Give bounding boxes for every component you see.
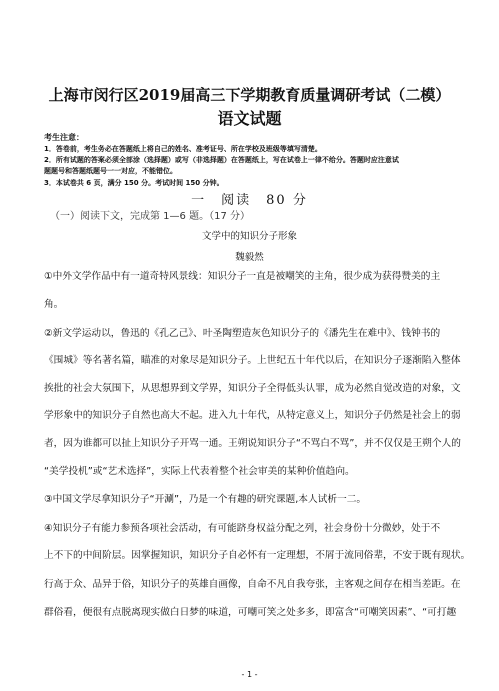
article-line: 上不下的中间阶层。因掌握知识，知识分子自必怀有一定理想，不屑于流同俗辈，不安于既有现状。 bbox=[44, 550, 471, 561]
exam-title: 上海市闵行区2019届高三下学期教育质量调研考试（二模） bbox=[48, 86, 451, 104]
article-line: 行高于众、品异于俗，知识分子的英雄自画像，自命不凡自我夸张，主客观之间存在相当差距。在 bbox=[44, 579, 461, 590]
article-line: ③中国文学尽拿知识分子“开涮”，乃是一个有趣的研究课题,本人试析一二。 bbox=[44, 494, 367, 505]
page-number: - 1 - bbox=[241, 670, 258, 679]
article-line: “美学投机”或“艺术选择”，实际上代表着整个社会审美的某种价值趋向。 bbox=[44, 466, 355, 477]
article-line: ①中外文学作品中有一道奇特风景线：知识分子一直是被嘲笑的主角，很少成为获得赞美的主 bbox=[44, 271, 441, 282]
article-line: 挨批的社会大氛围下，从思想界到文学界，知识分子全得低头认罪，成为必然自觉改造的对象，文 bbox=[44, 383, 461, 394]
notice-heading: 考生注意： bbox=[44, 133, 84, 142]
article-line: ④知识分子有能力参预各项社会活动，有可能跻身权益分配之列，社会身份十分微妙，处于不 bbox=[44, 523, 441, 534]
article-author: 魏毅然 bbox=[235, 252, 264, 263]
article-line: 角。 bbox=[44, 299, 64, 310]
notice-item-2-continued: 题题号和答题纸题号一一对应，不能错位。 bbox=[44, 167, 177, 175]
article-title: 文学中的知识分子形象 bbox=[201, 231, 297, 242]
notice-item-1: 1．答卷前，考生务必在答题纸上将自己的姓名、准考证号、所在学校及班级等填写清楚。 bbox=[44, 145, 322, 153]
notice-item-3: 3．本试卷共 6 页，满分 150 分。考试时间 150 分钟。 bbox=[44, 179, 224, 187]
article-line: 《围城》等名著名篇，瞄准的对象尽是知识分子。上世纪五十年代以后，在知识分子逐渐陷入整体 bbox=[44, 355, 461, 366]
section-instruction: （一）阅读下文，完成第 1—6 题。（17 分） bbox=[50, 211, 250, 222]
notice-item-2: 2．所有试题的答案必须全部涂（选择题）或写（非选择题）在答题纸上，写在试卷上一律不给分。答题时应注意试 bbox=[44, 156, 399, 164]
section-title: 一 阅读 80 分 bbox=[191, 193, 308, 208]
article-line: 群俗看，便很有点脱离现实做白日梦的味道，可嘲可笑之处多多，即富含“可嘲笑因素”、“可打趣 bbox=[44, 607, 457, 618]
article-line: 学形象中的知识分子自然也高大不起。进入九十年代，从特定意义上，知识分子仍然是社会上的弱 bbox=[44, 410, 461, 421]
article-line: ②新文学运动以，鲁迅的《孔乙己》、叶圣陶塑造灰色知识分子的《潘先生在难中》、钱钟书的 bbox=[44, 328, 441, 339]
article-line: 者，因为谁都可以扯上知识分子开骂一通。王朔说知识分子“不骂白不骂”，并不仅仅是王朔个人的 bbox=[44, 438, 461, 449]
exam-subtitle: 语文试题 bbox=[217, 109, 282, 128]
